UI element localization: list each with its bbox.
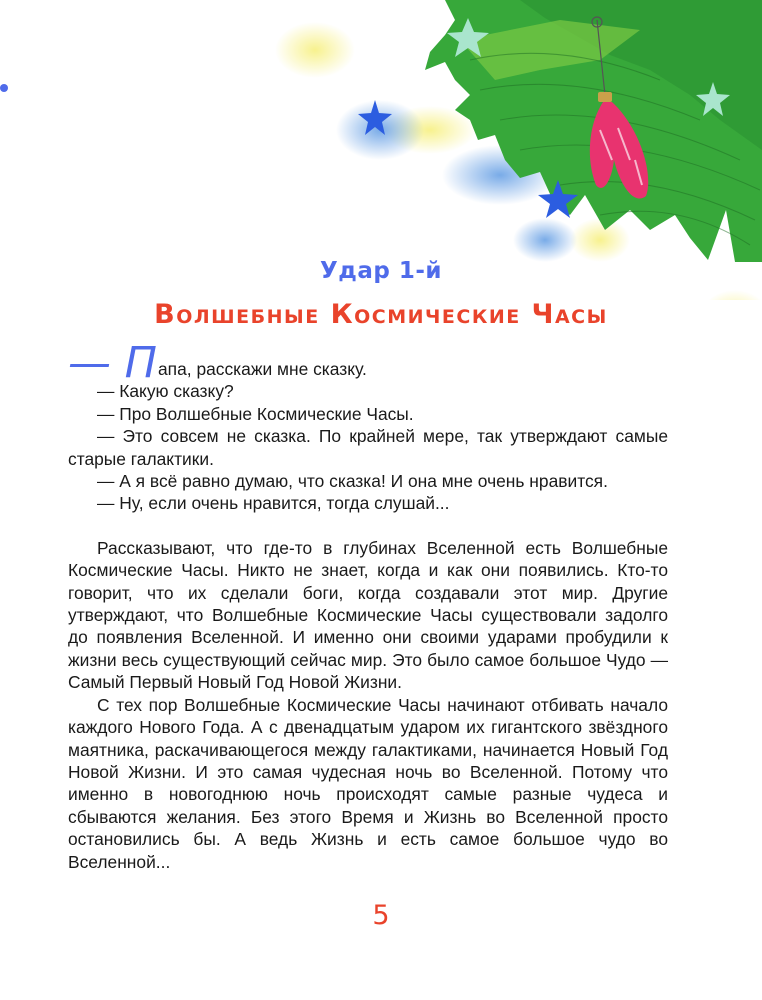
- narrative-paragraph: С тех пор Волшебные Космические Часы начинают отбивать начало каждого Нового Года. А с двенадцатым ударом их гигантского звёздного маятника, раскачивающегося между галактиками, начинается Новый Год Новой Жизни. И это самая чудесная ночь во Вселенной. Потому что именно в новогоднюю ночь происходят самые разные чудеса и сбываются желания. Без этого Время и Жизнь во Вселенной просто остановились бы. А ведь Жизнь и есть самое большое чудо во Вселенной...: [68, 694, 668, 872]
- paragraph-gap: [68, 515, 668, 537]
- dropcap: — П: [68, 338, 158, 388]
- yellow-wash: [570, 218, 630, 262]
- blue-wash: [513, 218, 577, 262]
- chapter-title: Волшебные Космические Часы: [154, 299, 608, 330]
- narrative-paragraph: Рассказывают, что где-то в глубинах Вселенной есть Волшебные Космические Часы. Никто не знает, когда и как они появились. Кто-то говорит, что их сделали боги, когда создавали этот мир. Другие утверждают, что Волшебные Космические Часы существовали задолго до появления Вселенной. И именно они своими ударами пробудили к жизни весь существующий сейчас мир. Это было самое большое Чудо — Самый Первый Новый Год Новой Жизни.: [68, 537, 668, 693]
- dot-icon: [0, 84, 8, 92]
- dialogue-line: — Это совсем не сказка. По крайней мере, так утверждают самые старые галактики.: [68, 426, 668, 469]
- ornament-cap: [598, 92, 612, 102]
- dialogue-line: — А я всё равно думаю, что сказка! И она мне очень нравится.: [97, 471, 608, 492]
- dialogue-line: — Какую сказку?: [97, 381, 234, 402]
- christmas-tree-illustration: [0, 0, 762, 300]
- story-text: [68, 338, 668, 873]
- chapter-label: Удар 1-й: [320, 258, 442, 284]
- dialogue-line: — Ну, если очень нравится, тогда слушай...: [97, 493, 450, 514]
- dialogue-line: — Папа, расскажи мне сказку.: [68, 338, 367, 388]
- yellow-wash: [275, 22, 355, 78]
- page-number: 5: [372, 900, 390, 931]
- dialogue-line: — Про Волшебные Космические Часы.: [97, 403, 414, 424]
